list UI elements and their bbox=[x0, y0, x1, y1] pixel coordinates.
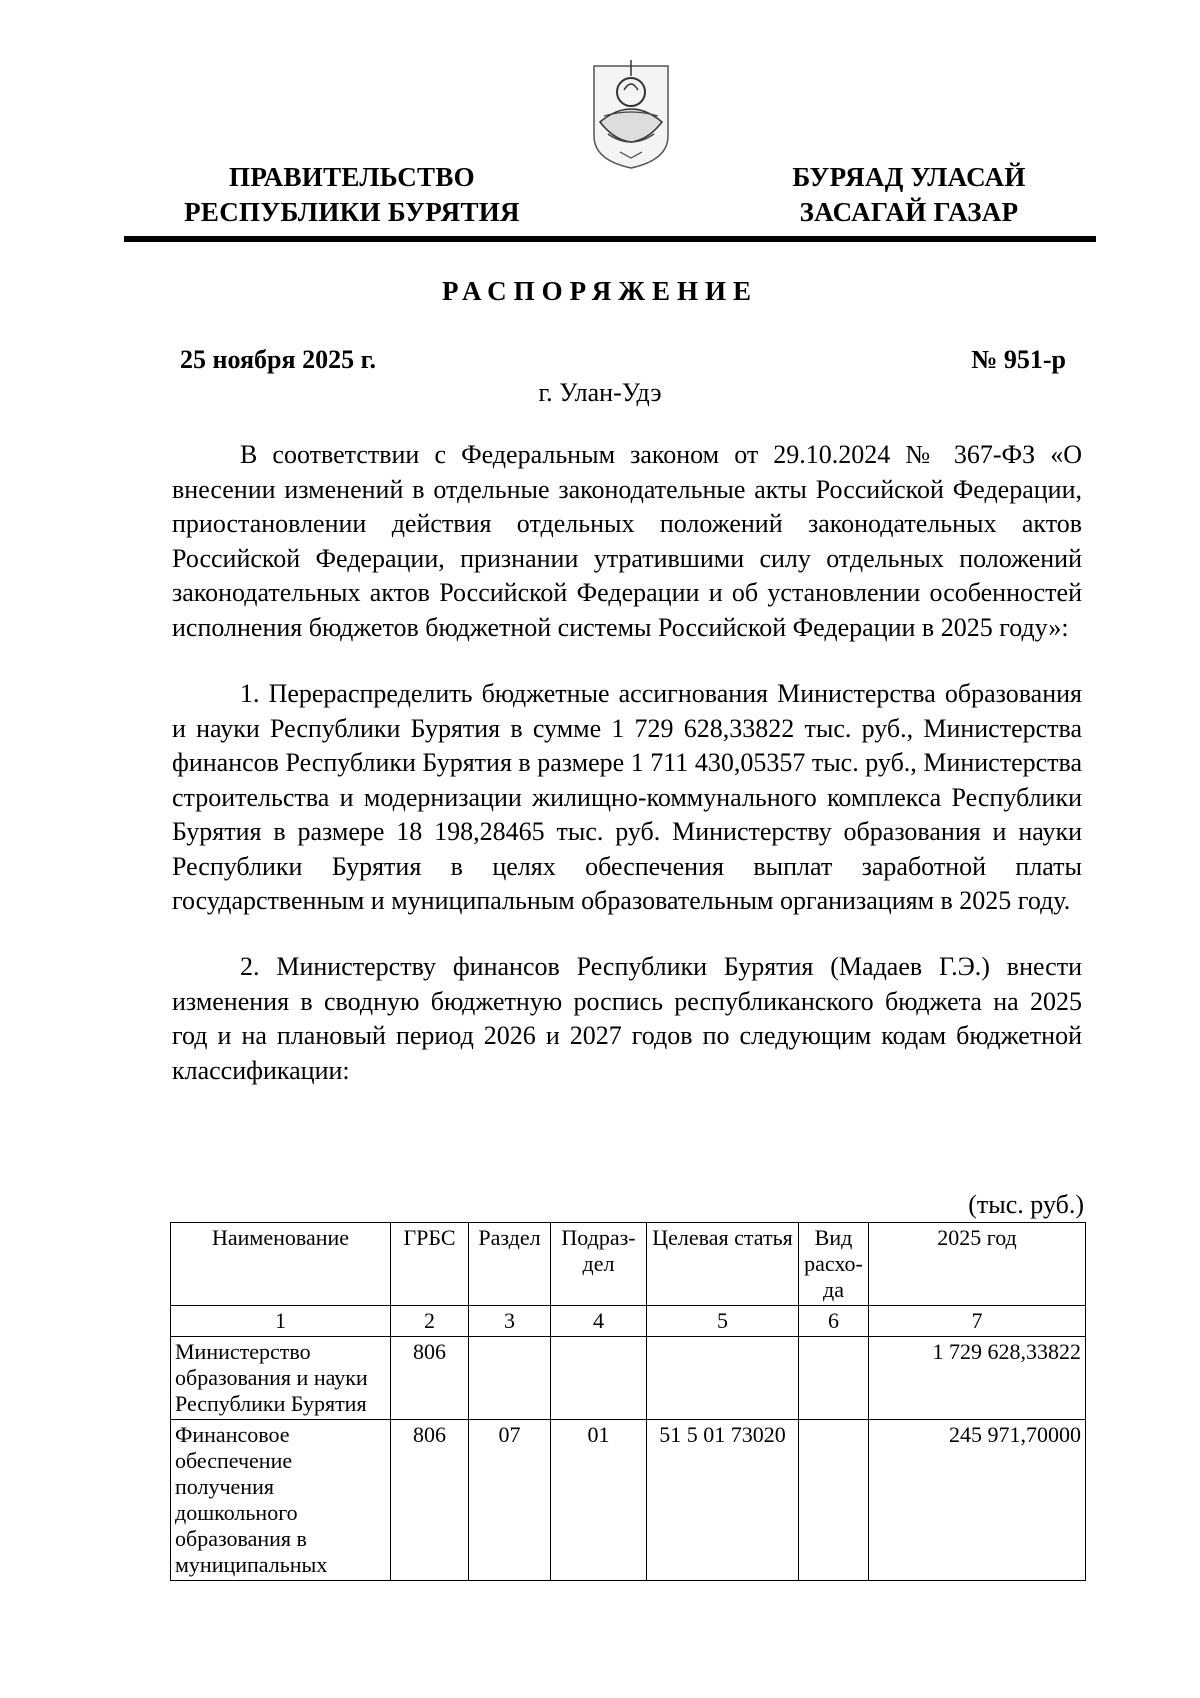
row-section bbox=[469, 1337, 551, 1420]
row-target: 51 5 01 73020 bbox=[647, 1420, 799, 1581]
header-subsection: Подраз- дел bbox=[551, 1223, 647, 1306]
column-number-row bbox=[171, 1306, 1086, 1337]
table-units: (тыс. руб.) bbox=[968, 1190, 1084, 1219]
header-name: Наименование bbox=[171, 1223, 391, 1306]
column-number: 3 bbox=[469, 1306, 551, 1337]
column-number: 1 bbox=[171, 1306, 391, 1337]
row-section: 07 bbox=[469, 1420, 551, 1581]
row-subsection: 01 bbox=[551, 1420, 647, 1581]
header-section: Раздел bbox=[469, 1223, 551, 1306]
coat-of-arms-emblem bbox=[588, 56, 674, 172]
issuer-buryat-line2: ЗАСАГАЙ ГАЗАР bbox=[799, 197, 1019, 227]
column-number: 6 bbox=[799, 1306, 869, 1337]
header-year: 2025 год bbox=[869, 1223, 1086, 1306]
document-title: РАСПОРЯЖЕНИЕ bbox=[441, 276, 759, 306]
row-name: Финансовое обеспечение получения дошкольного образования в муниципальных bbox=[171, 1420, 391, 1581]
column-number: 7 bbox=[869, 1306, 1086, 1337]
item-2-paragraph: 2. Министерству финансов Республики Бурятия (Мадаев Г.Э.) внести изменения в сводную бюджетную роспись республиканского бюджета на 2025 год и на плановый период 2026 и 2027 годов по следующим кодам бюджетной классификации: bbox=[172, 952, 1082, 1085]
preamble-paragraph: В соответствии с Федеральным законом от 29.10.2024 № 367-ФЗ «О внесении изменений в отдельные законодательные акты Российской Федерации, приостановлении действия отдельных положений законодательных актов Российской Федерации, признании утратившими силу отдельных положений законодательных актов Российской Федерации и об установлении особенностей исполнения бюджетов бюджетной системы Российской Федерации в 2025 году»: bbox=[172, 440, 1082, 642]
row-amount: 245 971,70000 bbox=[869, 1420, 1086, 1581]
row-grbs: 806 bbox=[391, 1337, 469, 1420]
header-divider bbox=[124, 236, 1096, 242]
table-row bbox=[171, 1337, 1086, 1420]
table-row bbox=[171, 1420, 1086, 1581]
header-target: Целевая статья bbox=[647, 1223, 799, 1306]
issuer-russian-line2: РЕСПУБЛИКИ БУРЯТИЯ bbox=[184, 197, 520, 227]
column-number: 4 bbox=[551, 1306, 647, 1337]
column-number: 2 bbox=[391, 1306, 469, 1337]
issuer-russian bbox=[172, 160, 532, 230]
document-city: г. Улан-Удэ bbox=[538, 378, 662, 407]
row-expense-type bbox=[799, 1337, 869, 1420]
row-expense-type bbox=[799, 1420, 869, 1581]
issuer-russian-line1: ПРАВИТЕЛЬСТВО bbox=[229, 162, 475, 192]
header-expense-type: Вид расхо- да bbox=[799, 1223, 869, 1306]
issuer-buryat bbox=[744, 160, 1074, 230]
issuer-buryat-line1: БУРЯАД УЛАСАЙ bbox=[792, 162, 1026, 192]
row-grbs: 806 bbox=[391, 1420, 469, 1581]
document-number: № 951-р bbox=[971, 345, 1066, 374]
header-grbs: ГРБС bbox=[391, 1223, 469, 1306]
row-amount: 1 729 628,33822 bbox=[869, 1337, 1086, 1420]
table-header-row bbox=[171, 1223, 1086, 1306]
item-1-paragraph: 1. Перераспределить бюджетные ассигнования Министерства образования и науки Республики Бурятия в сумме 1 729 628,33822 тыс. руб., Министерства финансов Республики Бурятия в размере 1 711 430,05357 тыс. руб., Министерства строительства и модернизации жилищно-коммунального комплекса Республики Бурятия в размере 18 198,28465 тыс. руб. Министерству образования и науки Республики Бурятия в целях обеспечения выплат заработной платы государственным и муниципальным образовательным организациям в 2025 году. bbox=[172, 679, 1082, 915]
column-number: 5 bbox=[647, 1306, 799, 1337]
row-subsection bbox=[551, 1337, 647, 1420]
budget-table bbox=[170, 1222, 1086, 1581]
document-date: 25 ноября 2025 г. bbox=[180, 345, 376, 374]
row-name: Министерство образования и науки Республики Бурятия bbox=[171, 1337, 391, 1420]
row-target bbox=[647, 1337, 799, 1420]
